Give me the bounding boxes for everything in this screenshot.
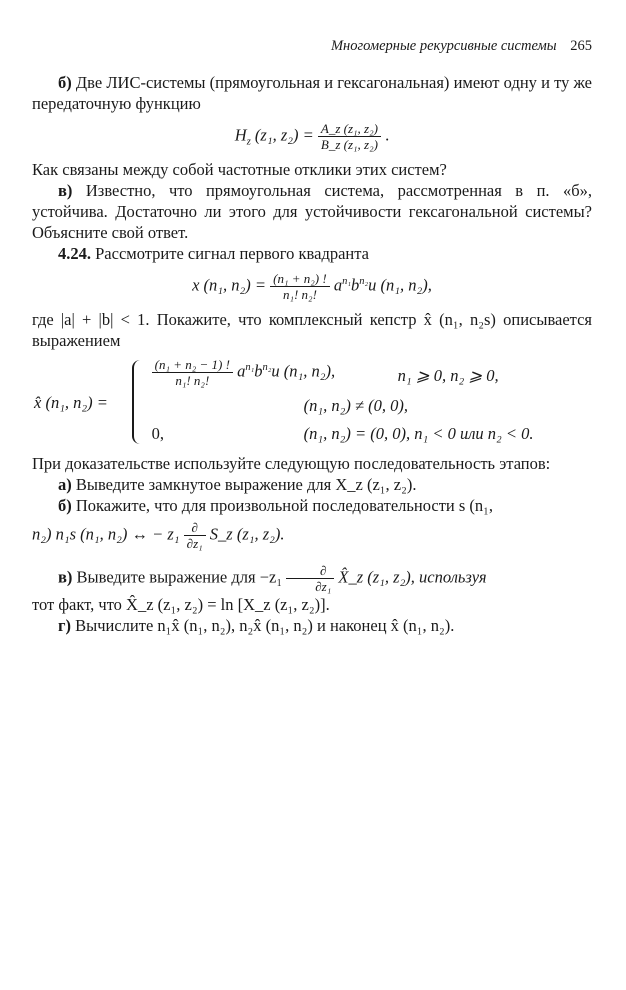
condition-paragraph: где |a| + |b| < 1. Покажите, что комплексный кепстр x̂ (n₁, n₂s) описывается выражением	[32, 310, 592, 350]
step-d-label: г)	[58, 616, 71, 635]
case-row-2	[152, 391, 592, 419]
signal-numerator: (n₁ + n₂) !	[270, 271, 330, 287]
case3-value: 0,	[151, 424, 165, 443]
step-c-paragraph	[32, 563, 592, 594]
signal-lhs: x (n₁, n₂) =	[192, 275, 267, 295]
case3-condition: (n₁, n₂) = (0, 0), n₁ < 0 или n₂ < 0.	[303, 424, 534, 443]
cepstrum-piecewise	[34, 357, 592, 447]
case1-a: a	[237, 361, 246, 381]
eq-period: .	[385, 125, 390, 145]
signal-tail: u (n₁, n₂),	[368, 275, 432, 295]
eq-h-sub: z	[246, 136, 251, 148]
part-b-label: б)	[58, 73, 72, 92]
running-head-title: Многомерные рекурсивные системы	[330, 38, 557, 54]
case1-b: b	[254, 361, 263, 381]
step-b-derivative-den: ∂z₁	[186, 536, 203, 551]
case1-condition: n₁ ⩾ 0, n₂ ⩾ 0,	[397, 366, 499, 385]
signal-a-exp: n₁	[342, 275, 351, 287]
case1-denominator: n₁! n₂!	[175, 373, 210, 388]
step-b-derivative-num: ∂	[184, 520, 206, 536]
part-c-paragraph	[32, 180, 592, 243]
case-row-1	[152, 357, 592, 391]
step-c-derivative-den: ∂z₁	[315, 579, 332, 594]
step-b-text: Покажите, что для произвольной последовательности s (n₁,	[75, 496, 494, 515]
cepstrum-cases	[152, 357, 592, 447]
case1-tail: u (n₁, n₂),	[271, 361, 336, 381]
step-a-label: а)	[58, 475, 72, 494]
left-brace	[132, 360, 144, 444]
eq-h-args: (z₁, z₂) =	[254, 125, 314, 145]
signal-a: a	[333, 275, 343, 295]
signal-fraction	[270, 271, 330, 302]
step-d-paragraph	[32, 615, 592, 636]
case1-fraction	[152, 357, 233, 388]
signal-equation	[32, 271, 592, 302]
step-b-formula	[32, 520, 592, 551]
transfer-function-equation	[32, 121, 592, 152]
transfer-fraction	[318, 121, 381, 152]
cepstrum-lhs: x̂ (n₁, n₂) =	[34, 392, 108, 412]
case2-condition: (n₁, n₂) ≠ (0, 0),	[303, 396, 409, 415]
step-c-label: в)	[58, 567, 73, 587]
problem-4-24-paragraph	[32, 243, 592, 264]
signal-denominator: n₁! n₂!	[282, 287, 317, 302]
step-c-derivative-num: ∂	[286, 563, 334, 579]
page-body	[32, 72, 592, 636]
case1-numerator: (n₁ + n₂ − 1) !	[152, 357, 233, 373]
proof-intro: При доказательстве используйте следующую последовательность этапов:	[32, 454, 551, 473]
step-d-text: Вычислите n₁x̂ (n₁, n₂), n₂x̂ (n₁, n₂) и наконец x̂ (n₁, n₂).	[75, 616, 455, 635]
transfer-denominator: B_z (z₁, z₂)	[320, 137, 378, 152]
step-b-derivative	[184, 520, 206, 551]
part-c-text: Известно, что прямоугольная система, рассмотренная в п. «б», устойчива. Достаточно ли этого для устойчивости гексагональной системы? Объясните свой ответ.	[32, 181, 593, 242]
eq-h-symbol: H	[234, 125, 247, 145]
step-b-paragraph	[32, 495, 592, 516]
signal-b-exp: n₂	[359, 275, 369, 287]
signal-b: b	[351, 275, 360, 295]
problem-number: 4.24.	[58, 244, 91, 263]
page-number: 265	[570, 38, 592, 54]
running-header	[331, 36, 592, 57]
step-c-continuation: тот факт, что X̂_z (z₁, z₂) = ln [X_z (z₁, z₂)].	[32, 595, 330, 614]
step-c-text-left: Выведите выражение для −z₁	[76, 567, 283, 587]
step-c-text-right: X̂_z (z₁, z₂), используя	[338, 567, 487, 587]
step-b-formula-left: n₂) n₁s (n₁, n₂) ↔ − z₁	[32, 524, 180, 544]
problem-text: Рассмотрите сигнал первого квадранта	[95, 244, 369, 263]
step-b-label: б)	[58, 496, 72, 515]
part-c-label: в)	[58, 181, 73, 200]
transfer-numerator: A_z (z₁, z₂)	[318, 121, 381, 137]
case1-a-exp: n₁	[245, 361, 255, 373]
case1-b-exp: n₂	[262, 361, 272, 373]
case1-expression	[152, 357, 335, 388]
part-b-text: Две ЛИС-системы (прямоугольная и гексагональная) имеют одну и ту же передаточную функцию	[32, 73, 593, 113]
step-a-paragraph	[32, 474, 592, 495]
case-row-3	[152, 419, 592, 447]
part-b-question: Как связаны между собой частотные отклики этих систем?	[32, 160, 447, 179]
step-a-text: Выведите замкнутое выражение для X_z (z₁, z₂).	[75, 475, 417, 494]
step-c-derivative	[286, 563, 334, 594]
step-b-formula-right: S_z (z₁, z₂).	[209, 524, 285, 544]
part-b-paragraph	[32, 72, 592, 114]
